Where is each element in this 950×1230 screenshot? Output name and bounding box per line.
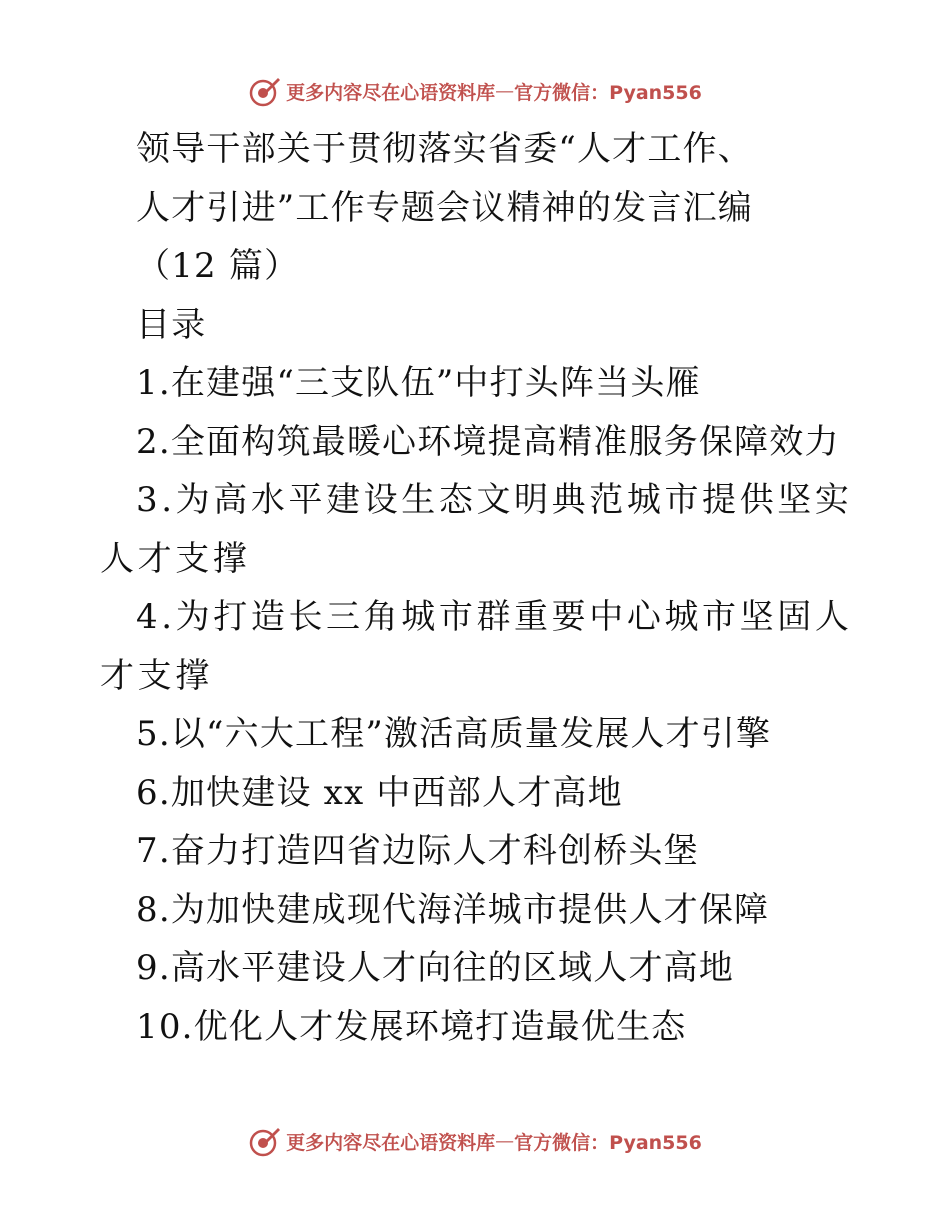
banner-main-text: 更多内容尽在心语资料库 [286,81,496,104]
footer-watermark-banner [0,1124,950,1158]
banner-dash: — [495,1130,515,1152]
toc-item-6: 6.加快建设 xx 中西部人才高地 [136,772,623,813]
toc-item-10: 10.优化人才发展环境打造最优生态 [136,1006,687,1047]
toc-item-3: 3.为高水平建设生态文明典范城市提供坚实人才支撑 [100,480,853,579]
banner-main-text: 更多内容尽在心语资料库 [286,1131,496,1154]
toc-item-9: 9.高水平建设人才向往的区域人才高地 [136,948,735,988]
document-title-line-2: 人才引进”工作专题会议精神的发言汇编 [136,187,753,228]
toc-item-2: 2.全面构筑最暖心环境提高精准服务保障效力 [136,421,840,462]
toc-item-4: 4.为打造长三角城市群重要中心城市坚固人才支撑 [100,597,853,696]
toc-heading: 目录 [136,304,207,345]
document-title-count: （12 篇） [136,246,300,286]
document-body [100,120,860,1056]
quill-logo-icon [248,1124,282,1158]
toc-item-5: 5.以“六大工程”激活高质量发展人才引擎 [136,714,772,754]
toc-item-8: 8.为加快建成现代海洋城市提供人才保障 [136,889,770,930]
document-title-line-1: 领导干部关于贯彻落实省委“人才工作、 [136,129,753,169]
quill-logo-icon [248,74,282,108]
banner-dash: — [495,80,515,102]
banner-sub-text: 官方微信：Pyan556 [514,81,702,104]
toc-item-7: 7.奋力打造四省边际人才科创桥头堡 [136,831,699,871]
header-watermark-banner [0,74,950,108]
banner-sub-text: 官方微信：Pyan556 [514,1131,702,1154]
toc-item-1: 1.在建强“三支队伍”中打头阵当头雁 [136,363,701,403]
